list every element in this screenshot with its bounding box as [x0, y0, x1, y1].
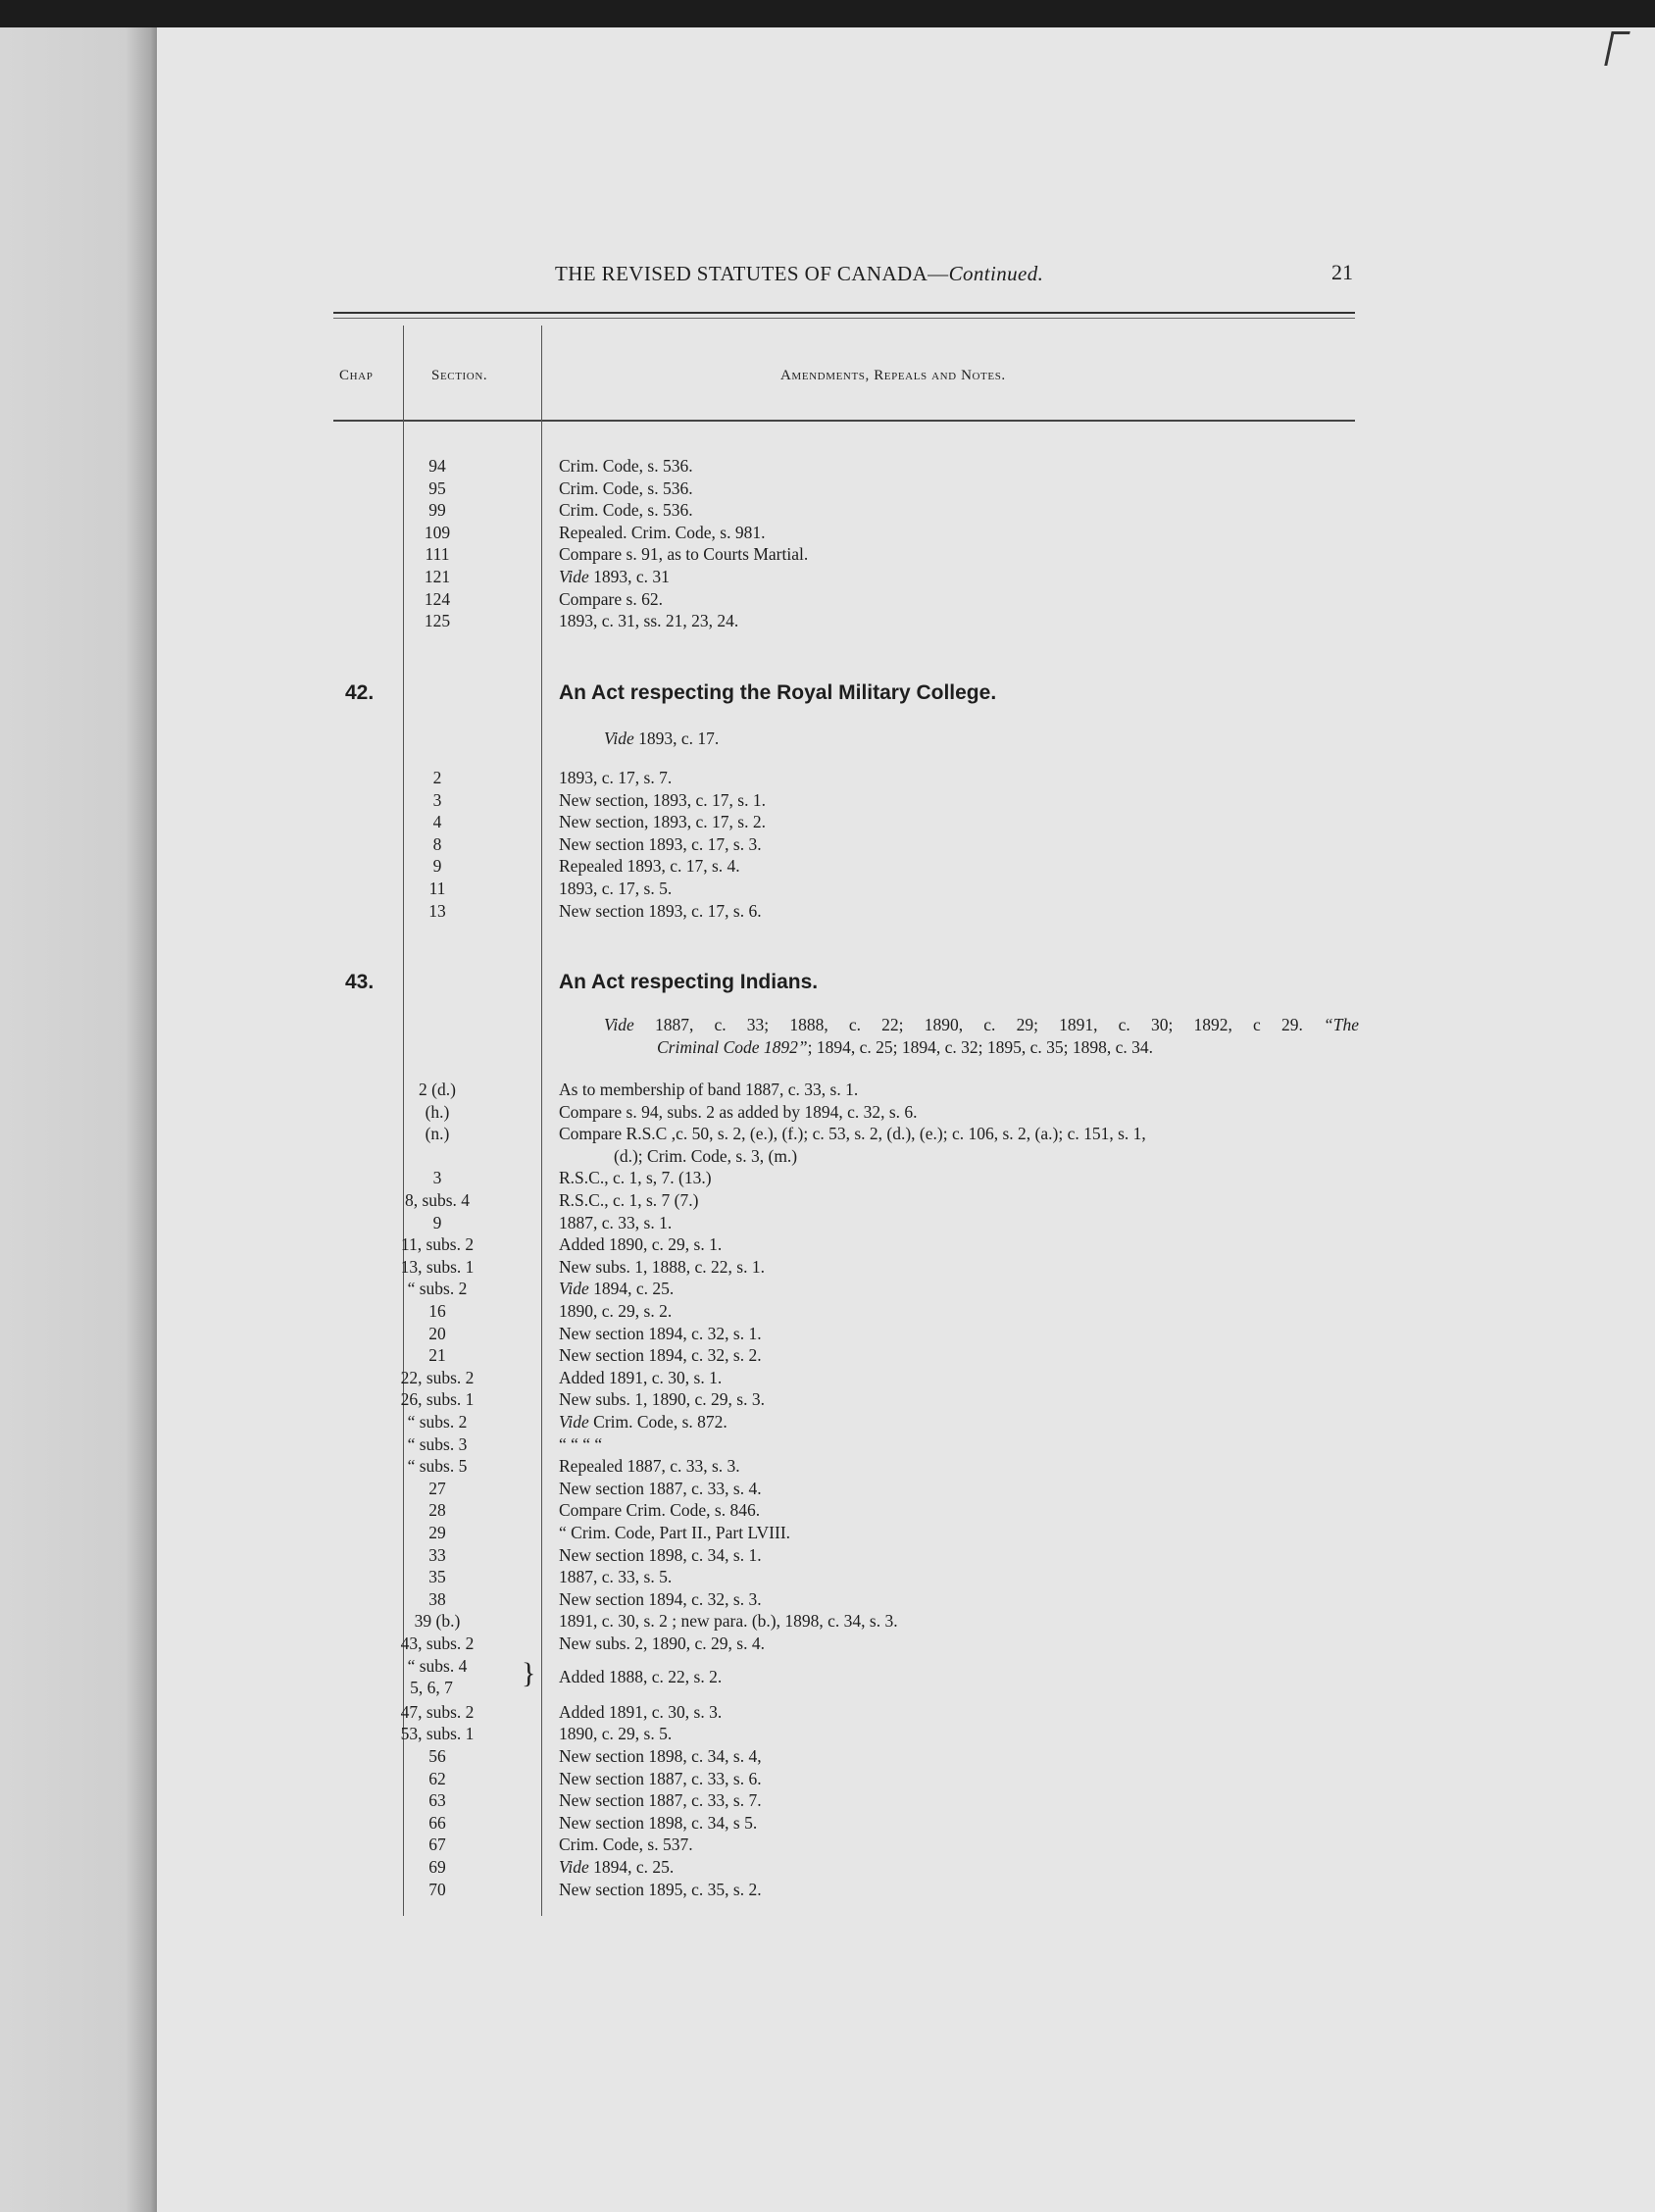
section-number: 62 — [428, 1768, 446, 1788]
section-number: 13, subs. 1 — [400, 1256, 475, 1277]
section-number: 26, subs. 1 — [400, 1389, 475, 1410]
brace-icon: } — [522, 1656, 536, 1689]
section-number: 4 — [432, 812, 442, 832]
amendment-note: Vide 1894, c. 25. — [559, 1279, 675, 1299]
section-number: 121 — [424, 567, 451, 586]
vide-italic: Criminal Code 1892” — [657, 1037, 808, 1057]
header-rule-thin — [333, 318, 1355, 319]
note-italic: Vide — [559, 1857, 589, 1877]
amendment-note: Crim. Code, s. 537. — [559, 1835, 693, 1855]
amendment-note: New section 1895, c. 35, s. 2. — [559, 1879, 762, 1899]
amendment-note: New section 1893, c. 17, s. 6. — [559, 900, 762, 921]
section-number: 94 — [428, 456, 446, 476]
section-number: 16 — [428, 1301, 446, 1321]
column-head-rule — [333, 420, 1355, 422]
amendment-note: Compare Crim. Code, s. 846. — [559, 1500, 761, 1521]
column-header-notes: Amendments, Repeals and Notes. — [780, 368, 1006, 383]
amendment-note: Vide 1894, c. 25. — [559, 1857, 675, 1877]
running-title: THE REVISED STATUTES OF CANADA— — [555, 262, 949, 285]
section-number: 20 — [428, 1323, 446, 1343]
amendment-note: 1887, c. 33, s. 5. — [559, 1567, 673, 1587]
section-number: 28 — [428, 1500, 446, 1521]
note-italic: Vide — [559, 1412, 589, 1432]
section-number: “ subs. 2 — [407, 1279, 468, 1299]
section-number: 69 — [428, 1857, 446, 1877]
amendment-note: Crim. Code, s. 536. — [559, 500, 693, 521]
section-number: 29 — [428, 1523, 446, 1542]
section-number: 35 — [428, 1567, 446, 1587]
amendment-note: 1887, c. 33, s. 1. — [559, 1212, 673, 1232]
amendment-note: New section 1898, c. 34, s. 1. — [559, 1544, 762, 1565]
amendment-note: New section 1894, c. 32, s. 3. — [559, 1588, 762, 1609]
amendment-note: New subs. 1, 1888, c. 22, s. 1. — [559, 1256, 765, 1277]
column-header-chap: Chap — [339, 368, 374, 383]
amendment-note: New subs. 2, 1890, c. 29, s. 4. — [559, 1634, 765, 1653]
section-number: 109 — [424, 522, 451, 542]
section-number: 5, 6, 7 — [410, 1678, 453, 1698]
section-number: 11, subs. 2 — [400, 1234, 475, 1255]
section-number: 70 — [428, 1879, 446, 1899]
section-number: “ subs. 4 — [407, 1655, 468, 1676]
amendment-note: Added 1891, c. 30, s. 3. — [559, 1701, 723, 1722]
section-number: 8 — [432, 833, 442, 854]
running-title-continued: Continued. — [948, 262, 1044, 285]
amendment-note: As to membership of band 1887, c. 33, s. 1. — [559, 1080, 859, 1099]
chapter-number: 42. — [345, 681, 375, 704]
vide-italic: “The — [1324, 1015, 1359, 1034]
section-number: 11 — [428, 879, 446, 898]
amendment-note: New section 1894, c. 32, s. 1. — [559, 1323, 762, 1343]
amendment-note: 1890, c. 29, s. 2. — [559, 1301, 673, 1321]
section-number: 22, subs. 2 — [400, 1367, 475, 1387]
amendment-note: New section, 1893, c. 17, s. 2. — [559, 812, 766, 832]
amendment-note: Compare s. 91, as to Courts Martial. — [559, 544, 809, 565]
section-number: 3 — [432, 1168, 442, 1188]
column-header-section: Section. — [431, 368, 488, 383]
section-number: “ subs. 5 — [407, 1456, 468, 1477]
section-number: 13 — [428, 900, 446, 921]
section-number: 47, subs. 2 — [400, 1701, 475, 1722]
amendment-note: Compare s. 94, subs. 2 as added by 1894, c. 32, s. 6. — [559, 1101, 918, 1122]
section-number: 33 — [428, 1544, 446, 1565]
section-number: 9 — [432, 1212, 442, 1232]
section-number: 3 — [432, 789, 442, 810]
amendment-note: 1893, c. 31, ss. 21, 23, 24. — [559, 611, 739, 631]
section-number: 99 — [428, 500, 446, 521]
section-number: “ subs. 3 — [407, 1433, 468, 1454]
amendment-note: R.S.C., c. 1, s, 7. (13.) — [559, 1168, 712, 1188]
section-number: 9 — [432, 856, 442, 877]
chapter-vide: Vide 1893, c. 17. — [604, 729, 720, 748]
amendment-note: 1893, c. 17, s. 5. — [559, 879, 673, 898]
vide-italic: Vide — [604, 729, 634, 748]
chapter-vide-line: Vide 1887, c. 33; 1888, c. 22; 1890, c. 29; 1891, c. 30; 1892, c 29. “The — [604, 1015, 1359, 1034]
amendment-note: Added 1890, c. 29, s. 1. — [559, 1234, 723, 1255]
chapter-title: An Act respecting the Royal Military College. — [559, 681, 997, 704]
amendment-note: (d.); Crim. Code, s. 3, (m.) — [614, 1145, 798, 1166]
section-number: 63 — [428, 1790, 446, 1811]
section-number: 66 — [428, 1812, 446, 1833]
column-divider-section — [541, 326, 542, 1916]
chapter-title: An Act respecting Indians. — [559, 971, 819, 993]
amendment-note: New section 1894, c. 32, s. 2. — [559, 1345, 762, 1366]
amendment-note: New section 1887, c. 33, s. 7. — [559, 1790, 762, 1811]
section-number: (n.) — [425, 1124, 450, 1144]
note-italic: Vide — [559, 567, 589, 586]
amendment-note: 1893, c. 17, s. 7. — [559, 768, 673, 787]
section-number: 53, subs. 1 — [400, 1724, 475, 1744]
amendment-note: Vide 1893, c. 31 — [559, 567, 670, 586]
section-number: 38 — [428, 1588, 446, 1609]
running-header — [555, 262, 1043, 286]
section-number: 95 — [428, 478, 446, 498]
amendment-note: New section 1898, c. 34, s. 4, — [559, 1746, 762, 1766]
section-number: (h.) — [425, 1101, 450, 1122]
amendment-note: New section, 1893, c. 17, s. 1. — [559, 789, 766, 810]
section-number: 39 (b.) — [414, 1611, 461, 1632]
amendment-note: Repealed 1893, c. 17, s. 4. — [559, 856, 740, 877]
amendment-note: Crim. Code, s. 536. — [559, 478, 693, 498]
section-number: 111 — [425, 544, 450, 565]
amendment-note: 1891, c. 30, s. 2 ; new para. (b.), 1898, c. 34, s. 3. — [559, 1611, 898, 1632]
page-number: 21 — [1331, 260, 1353, 284]
section-number: “ subs. 2 — [407, 1412, 468, 1432]
section-number: 125 — [424, 611, 451, 631]
chapter-number: 43. — [345, 971, 375, 993]
section-number: 8, subs. 4 — [404, 1190, 471, 1210]
amendment-note: Added 1888, c. 22, s. 2. — [559, 1666, 723, 1686]
amendment-note: Compare s. 62. — [559, 588, 663, 609]
chapter-vide-line: Criminal Code 1892”; 1894, c. 25; 1894, c. 32; 1895, c. 35; 1898, c. 34. — [657, 1037, 1154, 1057]
amendment-note: “ Crim. Code, Part II., Part LVIII. — [559, 1523, 791, 1542]
amendment-note: Compare R.S.C ,c. 50, s. 2, (e.), (f.); c. 53, s. 2, (d.), (e.); c. 106, s. 2, (a.); c. 151, s. 1, — [559, 1124, 1146, 1144]
vide-italic: Vide — [604, 1015, 634, 1034]
amendment-note: R.S.C., c. 1, s. 7 (7.) — [559, 1190, 699, 1210]
amendment-note: “ “ “ “ — [559, 1433, 603, 1454]
amendment-note: Repealed. Crim. Code, s. 981. — [559, 522, 766, 542]
amendment-note: Vide Crim. Code, s. 872. — [559, 1412, 727, 1432]
section-number: 124 — [424, 588, 451, 609]
amendment-note: New subs. 1, 1890, c. 29, s. 3. — [559, 1389, 765, 1410]
amendment-note: 1890, c. 29, s. 5. — [559, 1724, 673, 1744]
amendment-note: New section 1898, c. 34, s 5. — [559, 1812, 758, 1833]
amendment-note: New section 1893, c. 17, s. 3. — [559, 833, 762, 854]
section-number: 67 — [428, 1835, 446, 1855]
section-number: 2 (d.) — [419, 1080, 456, 1099]
section-number: 43, subs. 2 — [400, 1634, 475, 1653]
amendment-note: Crim. Code, s. 536. — [559, 456, 693, 476]
header-rule — [333, 312, 1355, 314]
section-number: 2 — [432, 768, 442, 787]
section-number: 56 — [428, 1746, 446, 1766]
amendment-note: New section 1887, c. 33, s. 6. — [559, 1768, 762, 1788]
amendment-note: Added 1891, c. 30, s. 1. — [559, 1367, 723, 1387]
section-number: 21 — [428, 1345, 446, 1366]
adjacent-page-edge — [0, 27, 157, 2212]
section-number: 27 — [428, 1478, 446, 1498]
amendment-note: New section 1887, c. 33, s. 4. — [559, 1478, 762, 1498]
note-italic: Vide — [559, 1279, 589, 1299]
amendment-note: Repealed 1887, c. 33, s. 3. — [559, 1456, 740, 1477]
